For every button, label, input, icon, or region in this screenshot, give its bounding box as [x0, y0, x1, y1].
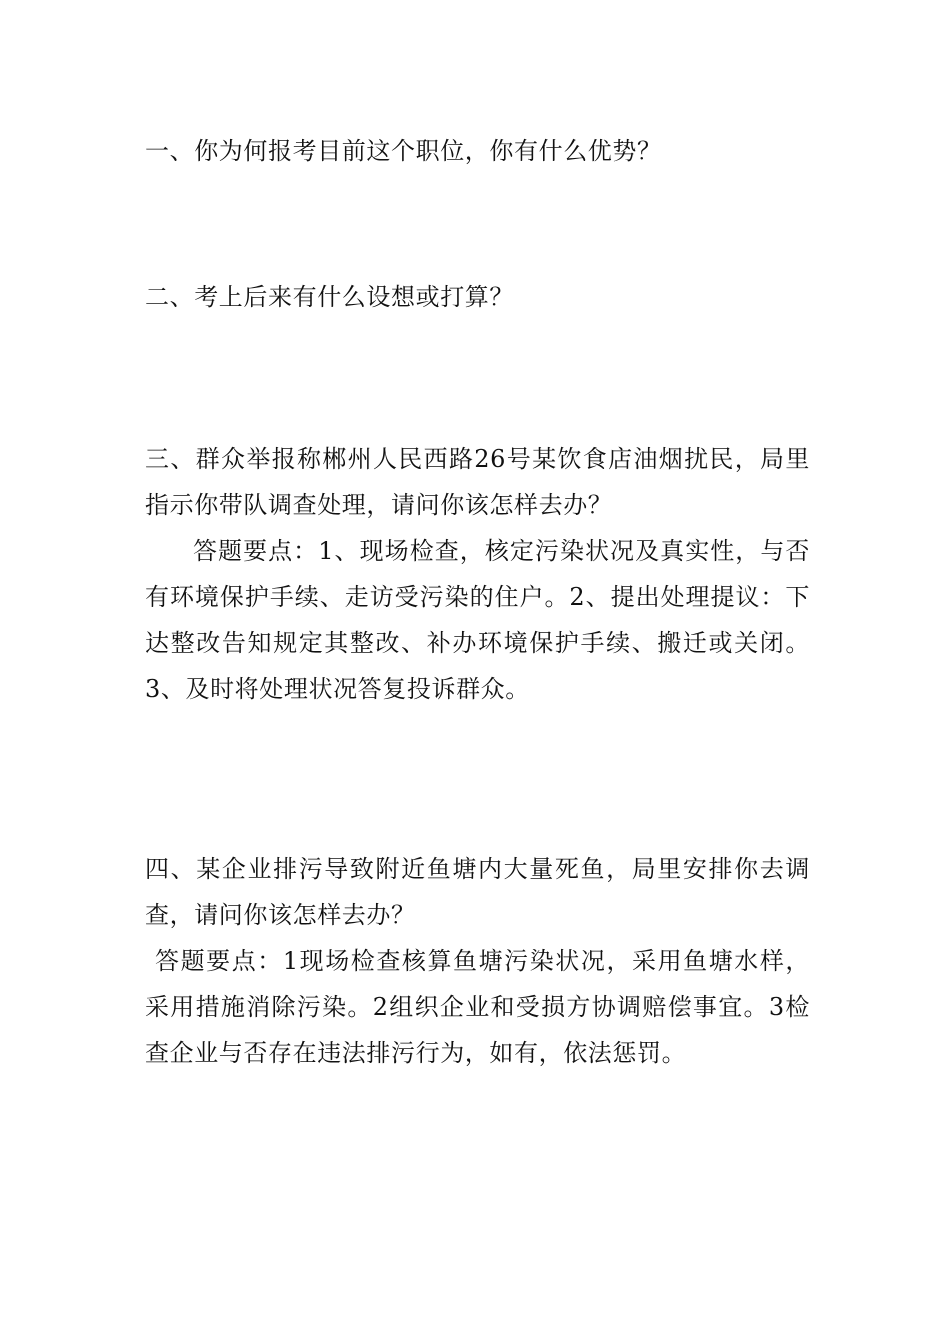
question-4: 四、某企业排污导致附近鱼塘内大量死鱼，局里安排你去调查，请问你该怎样去办？	[145, 855, 810, 929]
document-body	[145, 128, 810, 1076]
question-2: 二、考上后来有什么设想或打算？	[145, 283, 514, 311]
spacer	[145, 320, 810, 436]
question-3: 三、群众举报称郴州人民西路26号某饮食店油烟扰民，局里指示你带队调查处理，请问你该怎样去办？	[145, 445, 810, 519]
spacer	[145, 174, 810, 274]
answer-3: 答题要点：1、现场检查，核定污染状况及真实性，与否有环境保护手续、走访受污染的住户。2、提出处理提议：下达整改告知规定其整改、补办环境保护手续、搬迁或关闭。3、及时将处理状况答复投诉群众。	[145, 537, 810, 703]
question-1: 一、你为何报考目前这个职位，你有什么优势？	[145, 137, 662, 165]
answer-4: 答题要点：1现场检查核算鱼塘污染状况，采用鱼塘水样，采用措施消除污染。2组织企业和受损方协调赔偿事宜。3检查企业与否存在违法排污行为，如有，依法惩罚。	[145, 947, 810, 1067]
spacer	[145, 712, 810, 846]
